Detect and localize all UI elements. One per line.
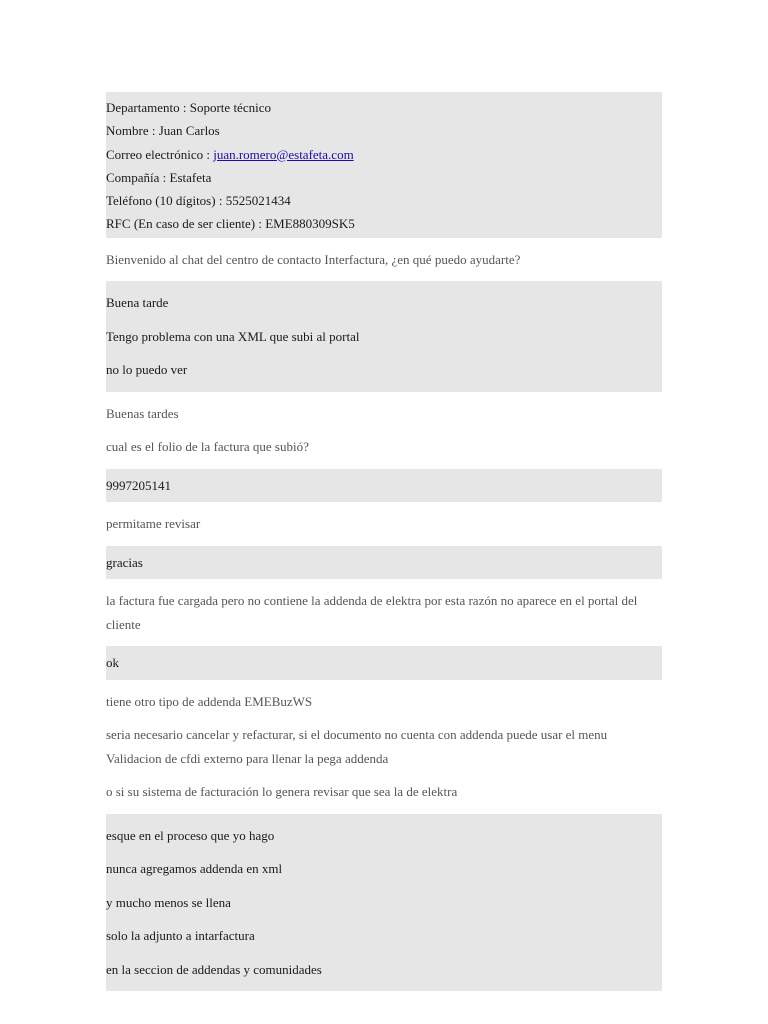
agent-message: Buenas tardes — [106, 405, 179, 421]
info-value: EME880309SK5 — [265, 216, 355, 232]
info-nombre — [106, 119, 662, 142]
agent-message: cual es el folio de la factura que subió? — [106, 439, 309, 455]
info-label: Compañía : — [106, 169, 170, 185]
customer-message: en la seccion de addendas y comunidades — [106, 961, 322, 977]
info-label: Correo electrónico : — [106, 146, 214, 162]
customer-message: gracias — [106, 554, 143, 570]
info-value: Soporte técnico — [189, 100, 271, 115]
customer-block — [106, 646, 662, 680]
customer-message: 9997205141 — [106, 477, 171, 493]
customer-block — [106, 281, 662, 392]
email-link[interactable]: juan.romero@estafeta.com — [213, 146, 354, 162]
customer-message: solo la adjunto a intarfactura — [106, 928, 255, 944]
info-label: Nombre : — [106, 123, 159, 139]
info-value: Estafeta — [169, 169, 212, 185]
agent-block — [106, 238, 662, 282]
customer-message: Tengo problema con una XML que subi al portal — [106, 328, 360, 344]
agent-message: o si su sistema de facturación lo genera revisar que sea la de elektra — [106, 784, 458, 800]
agent-block — [106, 502, 662, 546]
agent-block — [106, 579, 662, 646]
agent-message: seria necesario cancelar y refacturar, si el documento no cuenta con addenda puede usar el menu Validacion de cfdi externo para llenar la pega addenda — [106, 727, 608, 766]
customer-block — [106, 814, 662, 992]
agent-block — [106, 392, 662, 469]
info-rfc — [106, 212, 662, 235]
customer-message: esque en el proceso que yo hago — [106, 827, 275, 843]
info-value: 5525021434 — [225, 193, 291, 209]
customer-block — [106, 546, 662, 580]
customer-message: no lo puedo ver — [106, 362, 188, 378]
customer-message: y mucho menos se llena — [106, 894, 231, 910]
customer-message: nunca agregamos addenda en xml — [106, 861, 283, 877]
customer-message: ok — [106, 655, 119, 671]
info-correo — [106, 143, 662, 166]
agent-block — [106, 680, 662, 814]
agent-message: la factura fue cargada pero no contiene la addenda de elektra por esta razón no aparece en el portal del cliente — [106, 593, 638, 632]
info-departamento — [106, 96, 662, 119]
info-label: RFC (En caso de ser cliente) : — [106, 216, 266, 232]
info-label: Departamento : — [106, 100, 190, 115]
info-label: Teléfono (10 dígitos) : — [106, 193, 226, 209]
agent-message: tiene otro tipo de addenda EMEBuzWS — [106, 693, 313, 709]
customer-message: Buena tarde — [106, 295, 169, 311]
info-value: Juan Carlos — [158, 123, 220, 139]
customer-block — [106, 469, 662, 503]
contact-info-block — [106, 92, 662, 238]
agent-message: Bienvenido al chat del centro de contacto Interfactura, ¿en qué puedo ayudarte? — [106, 251, 521, 267]
info-compania — [106, 166, 662, 189]
agent-message: permitame revisar — [106, 516, 201, 532]
chat-transcript — [106, 92, 662, 991]
info-telefono — [106, 189, 662, 212]
